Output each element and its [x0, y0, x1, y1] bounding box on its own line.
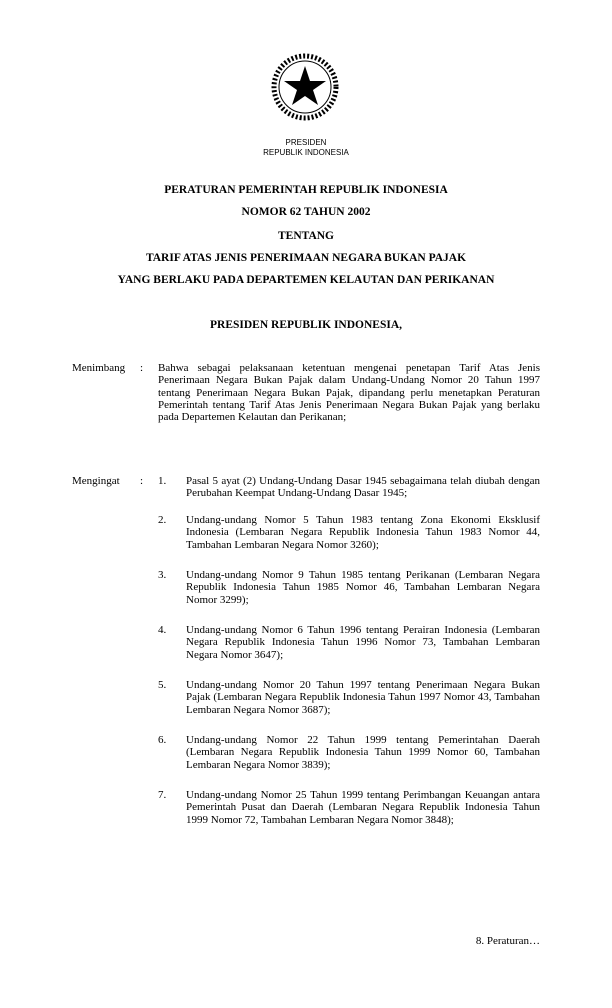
president-heading: PRESIDEN REPUBLIK INDONESIA,	[209, 319, 403, 331]
list-item-number: 6.	[158, 734, 167, 746]
regulation-subject-1: TARIF ATAS JENIS PENERIMAAN NEGARA BUKAN PAJAK	[145, 252, 467, 264]
list-item-number: 3.	[158, 569, 167, 581]
list-item-number: 2.	[158, 514, 167, 526]
page-continuation: 8. Peraturan…	[475, 935, 540, 947]
mengingat-colon: :	[140, 475, 144, 487]
menimbang-colon: :	[140, 362, 144, 374]
presidential-seal-icon	[270, 52, 340, 122]
list-item: Undang-undang Nomor 22 Tahun 1999 tentang Pemerintahan Daerah (Lembaran Negara Republik Indonesia Tahun 1999 Nomor 60, Tambahan Lembaran Negara Nomor 3839);	[186, 734, 540, 771]
seal-caption-1: PRESIDEN	[285, 138, 327, 147]
list-item-number: 4.	[158, 624, 167, 636]
menimbang-text: Bahwa sebagai pelaksanaan ketentuan mengenai penetapan Tarif Atas Jenis Penerimaan Negara Bukan Pajak dalam Undang-Undang Nomor 20 Tahun 1997 tentang Penerimaan Negara Bukan Pajak, dipandang perlu menetapkan Peraturan Pemerintah tentang Tarif Atas Jenis Penerimaan Negara Bukan Pajak yang berlaku pada Departemen Kelautan dan Perikanan;	[158, 362, 540, 424]
regulation-tentang: TENTANG	[277, 230, 335, 242]
mengingat-label: Mengingat	[72, 475, 120, 487]
list-item: Undang-undang Nomor 25 Tahun 1999 tentang Perimbangan Keuangan antara Pemerintah Pusat dan Daerah (Lembaran Negara Republik Indonesia Tahun 1999 Nomor 72, Tambahan Lembaran Negara Nomor 3848);	[186, 789, 540, 826]
list-item: Undang-undang Nomor 9 Tahun 1985 tentang Perikanan (Lembaran Negara Republik Indonesia Tahun 1985 Nomor 46, Tambahan Lembaran Negara Nomor 3299);	[186, 569, 540, 606]
seal-caption-2: REPUBLIK INDONESIA	[263, 148, 349, 157]
menimbang-label: Menimbang	[72, 362, 126, 374]
list-item-number: 7.	[158, 789, 167, 801]
regulation-number: NOMOR 62 TAHUN 2002	[241, 206, 371, 218]
list-item: Undang-undang Nomor 6 Tahun 1996 tentang Perairan Indonesia (Lembaran Negara Republik Indonesia Tahun 1996 Nomor 73, Tambahan Lembaran Negara Nomor 3647);	[186, 624, 540, 661]
list-item-number: 5.	[158, 679, 167, 691]
list-item-number: 1.	[158, 475, 167, 487]
list-item: Undang-undang Nomor 5 Tahun 1983 tentang Zona Ekonomi Eksklusif Indonesia (Lembaran Negara Republik Indonesia Tahun 1983 Nomor 44, Tambahan Lembaran Negara Nomor 3260);	[186, 514, 540, 551]
list-item: Undang-undang Nomor 20 Tahun 1997 tentang Penerimaan Negara Bukan Pajak (Lembaran Negara Republik Indonesia Tahun 1997 Nomor 43, Tambahan Lembaran Negara Nomor 3687);	[186, 679, 540, 716]
regulation-title: PERATURAN PEMERINTAH REPUBLIK INDONESIA	[164, 184, 448, 196]
list-item: Pasal 5 ayat (2) Undang-Undang Dasar 1945 sebagaimana telah diubah dengan Perubahan Keempat Undang-Undang Dasar 1945;	[186, 475, 540, 500]
regulation-subject-2: YANG BERLAKU PADA DEPARTEMEN KELAUTAN DAN PERIKANAN	[117, 274, 495, 286]
